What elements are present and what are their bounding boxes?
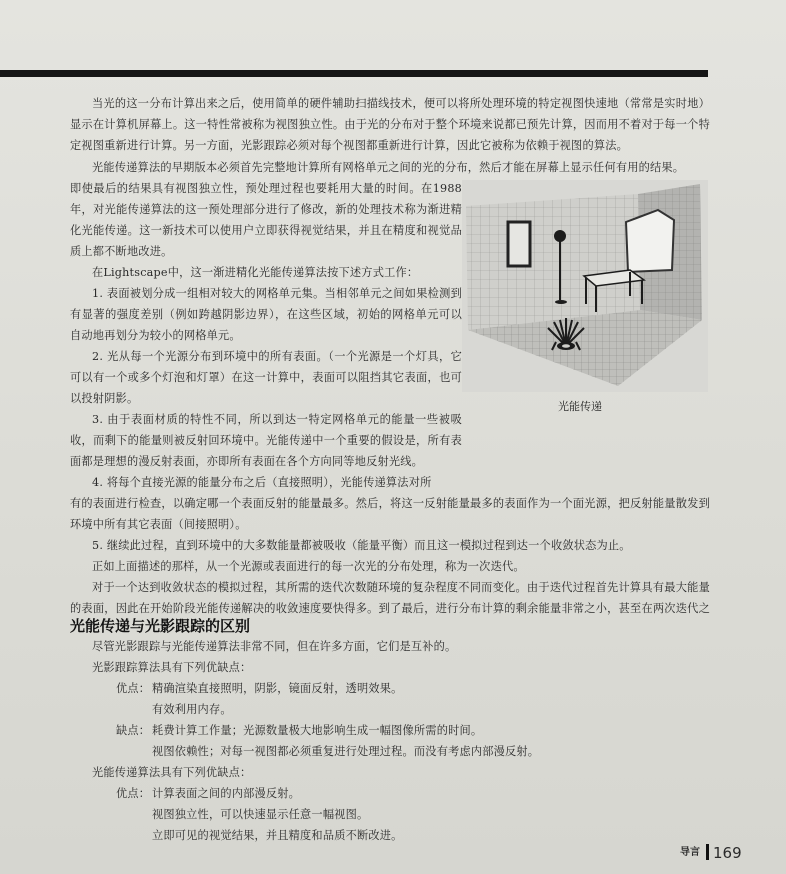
paragraph-view-independence: 当光的这一分布计算出来之后，使用简单的硬件辅助扫描线技术，便可以将所处理环境的特定视图快速地（常常是实时地）显示在计算机屏幕上。这一特性常被称为视图独立性。由于光的分布对于整个环境来说都已预先计算，因而用不着对于每一个特定视图重新进行计算。另一方面，光影跟踪必须对每个视图都重新进行计算，因此它被称为依赖于视图的算法。	[70, 97, 710, 152]
radiosity-pros-2: 视图独立性，可以快速显示任意一幅视图。	[152, 808, 369, 821]
top-rule	[0, 70, 708, 77]
raytrace-title: 光影跟踪算法具有下列优缺点：	[92, 661, 252, 674]
step-1: 1. 表面被划分成一组相对较大的网格单元集。当相邻单元之间如果检测到有显著的强度差别（例如跨越阴影边界），在这些区域，初始的网格单元可以自动地再划分为较小的网格单元。	[70, 287, 462, 342]
figure-caption: 光能传递	[558, 400, 602, 413]
raytrace-pros-label: 优点：	[116, 682, 151, 695]
step-4: 有的表面进行检查，以确定哪一个表面反射的能量最多。然后，将这一反射能量最多的表面作为一个面光源，把反射能量散发到环境中所有其它表面（间接照明）。	[70, 497, 710, 531]
page-footer	[680, 843, 742, 862]
step-4-start: 4. 将每个直接光源的能量分布之后（直接照明），光能传递算法对所	[92, 476, 432, 489]
radiosity-pros-3: 立即可见的视觉结果，并且精度和品质不断改进。	[152, 829, 403, 842]
radiosity-title: 光能传递算法具有下列优缺点：	[92, 766, 252, 779]
raytrace-cons-label: 缺点：	[116, 724, 151, 737]
page-number: 169	[713, 844, 742, 862]
radiosity-room-figure	[462, 180, 708, 392]
paragraph-lightscape-steps: 在Lightscape中，这一渐进精化光能传递算法按下述方式工作：	[92, 266, 419, 279]
footer-divider	[706, 844, 709, 860]
paragraph-progressive-intro: 光能传递算法的早期版本必须首先完整地计算所有网格单元之间的光的分布，然后才能在屏幕上显示任何有用的结果。	[92, 161, 685, 174]
radiosity-pros-1: 计算表面之间的内部漫反射。	[152, 787, 301, 800]
section-heading: 光能传递与光影跟踪的区别	[70, 617, 251, 635]
raytrace-pros-2: 有效利用内存。	[152, 703, 232, 716]
step-2: 2. 光从每一个光源分布到环境中的所有表面。（一个光源是一个灯具，它可以有一个或多个灯泡和灯罩）在这一计算中，表面可以阻挡其它表面，也可以投射阴影。	[70, 350, 462, 405]
step-3: 3. 由于表面材质的特性不同，所以到达一特定网格单元的能量一些被吸收，而剩下的能量则被反射回环境中。光能传递中一个重要的假设是，所有表面都是理想的漫反射表面，亦即所有表面在各个方向同等地反射光线。	[70, 413, 462, 468]
paragraph-progressive-refinement: 即使最后的结果具有视图独立性，预处理过程也要耗用大量的时间。在1988年，对光能传递算法的这一预处理部分进行了修改，新的处理技术称为渐进精化光能传递。这一新技术可以使用户立即获得视觉结果，并且在精度和视觉品质上都不断地改进。	[70, 182, 462, 258]
room-illustration	[462, 180, 708, 392]
raytrace-pros-1: 精确渲染直接照明，阴影，镜面反射，透明效果。	[152, 682, 403, 695]
paragraph-iteration: 正如上面描述的那样，从一个光源或表面进行的每一次光的分布处理，称为一次迭代。	[92, 560, 525, 573]
raytrace-cons-2: 视图依赖性；对每一视图都必须重复进行处理过程。而没有考虑内部漫反射。	[152, 745, 540, 758]
raytrace-cons-1: 耗费计算工作量；光源数量极大地影响生成一幅图像所需的时间。	[152, 724, 483, 737]
footer-section-name: 导言	[680, 847, 700, 858]
paragraph-convergence: 对于一个达到收敛状态的模拟过程，其所需的迭代次数随环境的复杂程度不同而变化。由于迭代过程首先计算具有最大能量的表面，因此在开始阶段光能传递解决的收敛速度要快得多。到了最后，进行分布计算的剩余能量非常之小，甚至在两次迭代之	[70, 581, 710, 615]
radiosity-pros-label: 优点：	[116, 787, 151, 800]
step-5: 5. 继续此过程，直到环境中的大多数能量都被吸收（能量平衡）而且这一模拟过程到达一个收敛状态为止。	[92, 539, 631, 552]
section-intro: 尽管光影跟踪与光能传递算法非常不同，但在许多方面，它们是互补的。	[92, 640, 457, 653]
